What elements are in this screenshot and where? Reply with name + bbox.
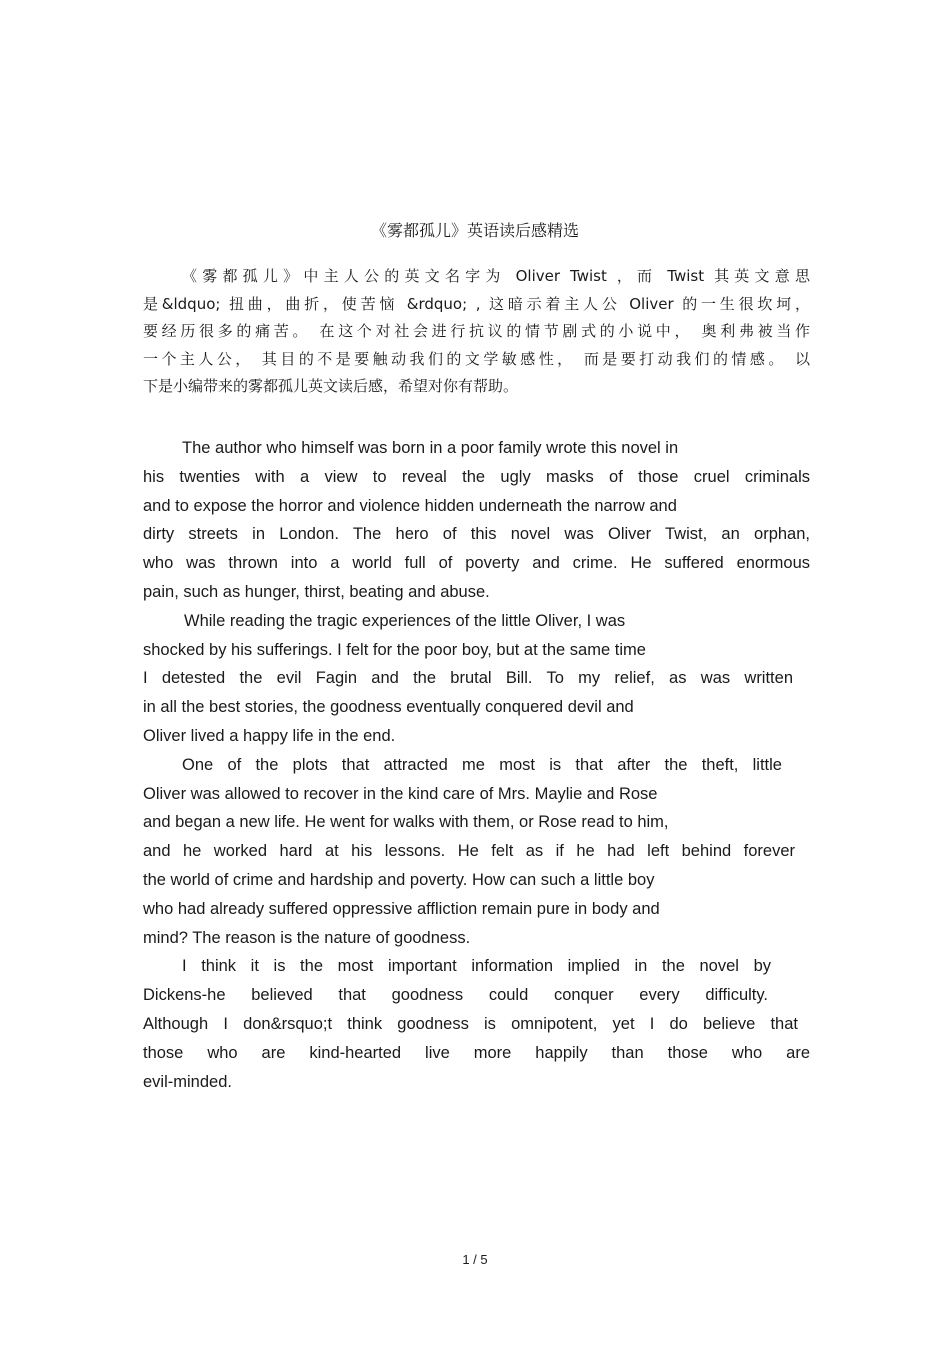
intro-line: 要经历很多的痛苦。 在这个对社会进行抗议的情节剧式的小说中， 奥利弗被当作 [143,322,810,340]
body-line: Dickens-he believed that goodness could conquer every difficulty. [143,986,768,1005]
body-line: pain, such as hunger, thirst, beating and abuse. [143,582,490,601]
body-line: shocked by his sufferings. I felt for the poor boy, but at the same time [143,640,646,659]
body-line: I detested the evil Fagin and the brutal Bill. To my relief, as was written [143,669,793,688]
document-title: 《雾都孤儿》英语读后感精选 [370,221,579,240]
body-line: While reading the tragic experiences of the little Oliver, I was [184,611,626,630]
body-line: evil-minded. [143,1072,232,1091]
body-line: dirty streets in London. The hero of this novel was Oliver Twist, an orphan, [143,525,810,544]
body-line: in all the best stories, the goodness eventually conquered devil and [143,698,634,717]
page-number: 1 / 5 [462,1252,488,1267]
body-line: his twenties with a view to reveal the ugly masks of those cruel criminals [143,467,810,486]
body-line: who had already suffered oppressive affliction remain pure in body and [143,899,660,918]
body-line: and he worked hard at his lessons. He felt as if he had left behind forever [143,842,795,861]
intro-line: 下是小编带来的雾都孤儿英文读后感，希望对你有帮助。 [143,377,519,395]
body-line: and began a new life. He went for walks with them, or Rose read to him, [143,813,669,832]
intro-paragraph [143,263,810,401]
review-body [143,434,810,1096]
body-line: I think it is the most important information implied in the novel by [182,957,771,976]
body-line: mind? The reason is the nature of goodness. [143,928,471,947]
intro-line: 一个主人公， 其目的不是要触动我们的文学敏感性， 而是要打动我们的情感。 以 [143,349,810,368]
intro-line: 是&ldquo; 扭曲，曲折，使苦恼 &rdquo; , 这暗示着主人公 Oliver 的一生很坎坷， [143,294,810,313]
body-line: Although I don&rsquo;t think goodness is omnipotent, yet I do believe that [143,1014,798,1033]
body-line: Oliver was allowed to recover in the kind care of Mrs. Maylie and Rose [143,784,658,803]
body-line: the world of crime and hardship and poverty. How can such a little boy [143,870,655,889]
body-line: and to expose the horror and violence hidden underneath the narrow and [143,496,677,515]
body-line: Oliver lived a happy life in the end. [143,726,396,745]
body-line: The author who himself was born in a poor family wrote this novel in [182,439,679,457]
intro-line: 《雾都孤儿》中主人公的英文名字为 Oliver Twist ，而 Twist 其英文意思 [182,267,810,285]
body-line: who was thrown into a world full of poverty and crime. He suffered enormous [143,554,810,573]
body-line: One of the plots that attracted me most is that after the theft, little [182,755,782,774]
body-line: those who are kind-hearted live more happily than those who are [143,1043,810,1062]
